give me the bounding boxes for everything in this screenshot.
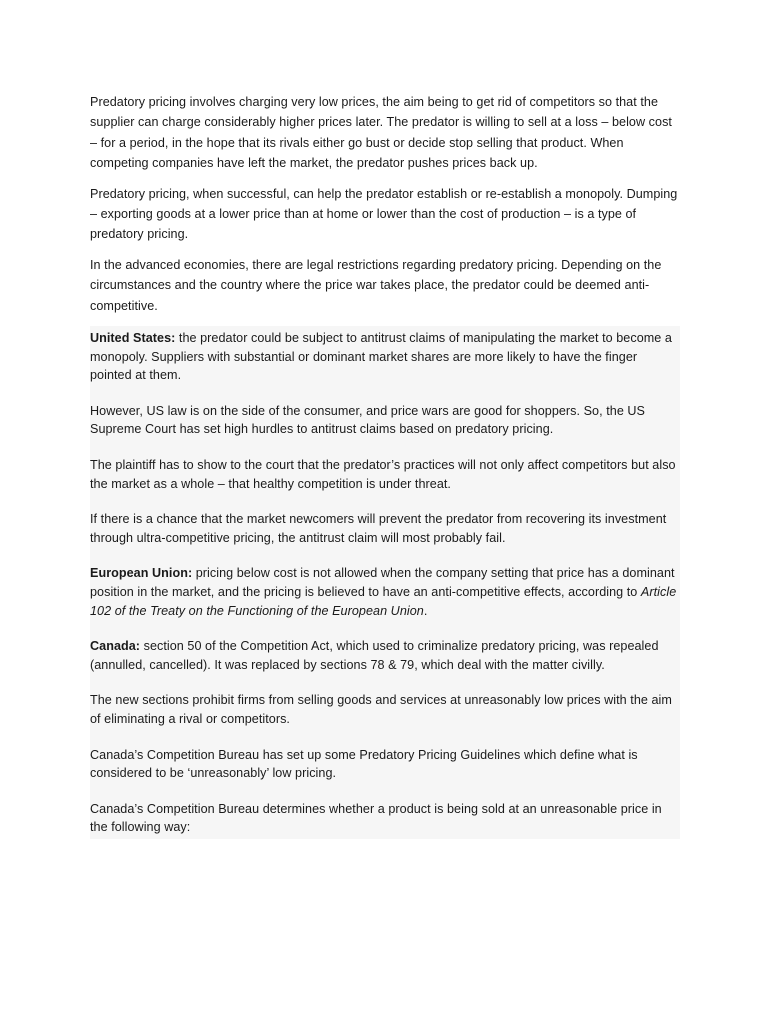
canada-paragraph <box>90 637 680 674</box>
us-text: the predator could be subject to antitrust claims of manipulating the market to become a monopoly. Suppliers with substantial or dominant market shares are more likely to have the finger pointed at them. <box>90 331 672 383</box>
canada-guidelines-paragraph: Canada’s Competition Bureau has set up some Predatory Pricing Guidelines which define what is considered to be ‘unreasonably’ low pricing. <box>90 747 638 781</box>
us-newcomers-paragraph: If there is a chance that the market newcomers will prevent the predator from recovering its investment through ultra-competitive pricing, the antitrust claim will most probably fail. <box>90 512 667 545</box>
eu-end: . <box>423 603 428 618</box>
canada-determination-paragraph: Canada’s Competition Bureau determines whether a product is being sold at an unreasonable price in the following way: <box>90 801 662 835</box>
intro-paragraph: Predatory pricing involves charging very low prices, the aim being to get rid of competitors so that the supplier can charge considerably higher prices later. The predator is willing to sell at a loss – below cost – for a period, in the hope that its rivals either go bust or decide stop selling that product. When competing companies have left the market, the predator pushes prices back up. <box>90 95 672 171</box>
legal-restrictions-paragraph: In the advanced economies, there are legal restrictions regarding predatory pricing. Depending on the circumstances and the country where the price war takes place, the predator could be deemed anti-competitive. <box>90 257 662 313</box>
canada-label: Canada: <box>90 639 141 654</box>
canada-sections-paragraph: The new sections prohibit firms from selling goods and services at unreasonably low prices with the aim of eliminating a rival or competitors. <box>90 693 672 726</box>
eu-label: European Union: <box>90 566 193 581</box>
us-paragraph <box>90 329 680 385</box>
us-label: United States: <box>90 331 176 346</box>
eu-text: pricing below cost is not allowed when the company setting that price has a dominant position in the market, and the pricing is believed to have an anti-competitive effects, according to <box>90 566 675 599</box>
jurisdictions-section <box>90 326 680 839</box>
document-body <box>90 92 680 839</box>
eu-treaty-reference: Article 102 of the Treaty on the Functioning of the European Union <box>90 585 677 618</box>
eu-paragraph <box>90 564 680 620</box>
us-consumer-paragraph: However, US law is on the side of the consumer, and price wars are good for shoppers. So, the US Supreme Court has set high hurdles to antitrust claims based on predatory pricing. <box>90 403 646 437</box>
canada-text: section 50 of the Competition Act, which used to criminalize predatory pricing, was repealed (annulled, cancelled). It was replaced by sections 78 & 79, which deal with the matter civilly. <box>90 639 659 672</box>
us-plaintiff-paragraph: The plaintiff has to show to the court that the predator’s practices will not only affect competitors but also the market as a whole – that healthy competition is under threat. <box>90 458 676 491</box>
monopoly-paragraph: Predatory pricing, when successful, can help the predator establish or re-establish a monopoly. Dumping – exporting goods at a lower price than at home or lower than the cost of production – is a type of predatory pricing. <box>90 186 678 242</box>
